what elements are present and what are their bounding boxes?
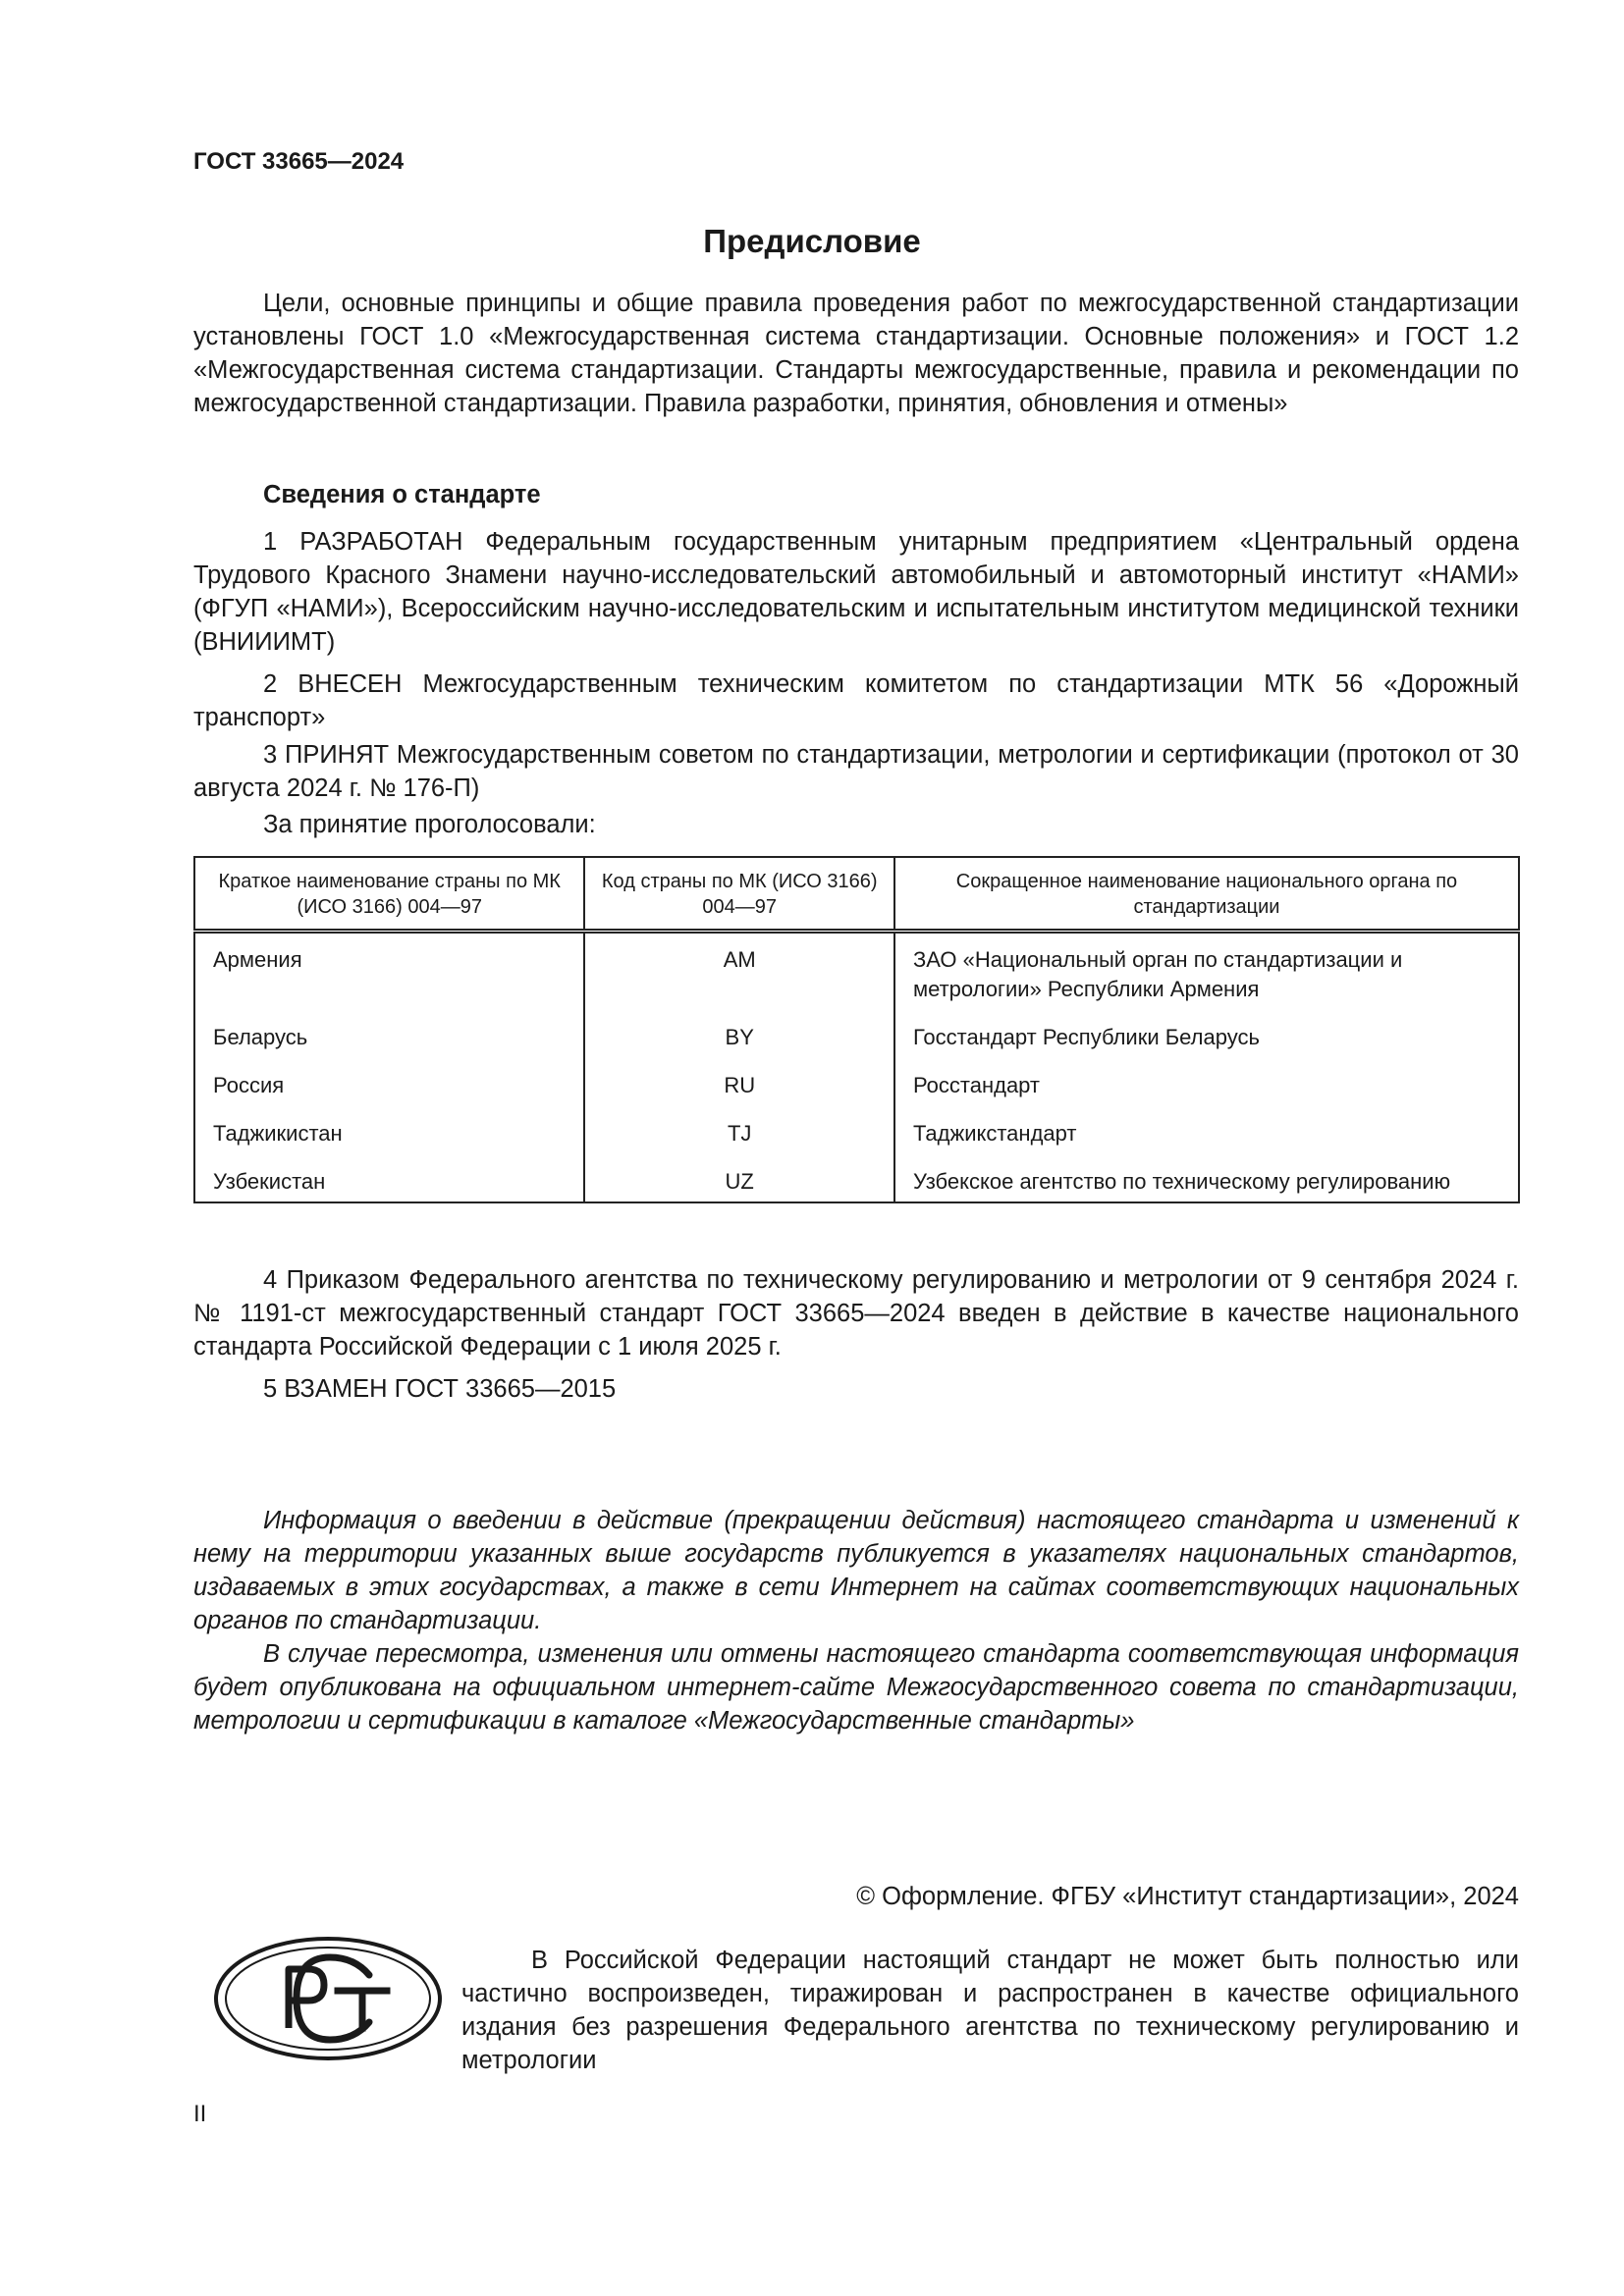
item-1-developed: 1 РАЗРАБОТАН Федеральным государственным унитарным предприятием «Центральный ордена Трудового Красного Знамени научно-исследовательский автомобильный и автомоторный институт «НАМИ» (ФГУП «НАМИ»), Всероссийским научно-исследовательским и испытательным институтом медицинской техники (ВНИИИМТ)	[193, 528, 1519, 656]
table-row	[194, 1158, 1519, 1202]
country-cell: Узбекистан	[213, 1169, 326, 1194]
column-header-body: Сокращенное наименование национального органа по стандартизации	[894, 857, 1519, 932]
vote-intro: За принятие проголосовали:	[263, 811, 596, 838]
country-cell: Армения	[213, 947, 302, 972]
code-cell: AM	[584, 932, 893, 1015]
notice-paragraph-1: Информация о введении в действие (прекращении действия) настоящего стандарта и изменений к нему на территории указанных выше государств публикуется в указателях национальных стандартов, издаваемых в этих государствах, а также в сети Интернет на сайтах соответствующих национальных органов по стандартизации.	[193, 1507, 1519, 1634]
voting-table	[193, 856, 1520, 1203]
copyright-line: © Оформление. ФГБУ «Институт стандартизации», 2024	[856, 1883, 1519, 1910]
body-cell: Узбекское агентство по техническому регулированию	[894, 1158, 1519, 1202]
intro-paragraph: Цели, основные принципы и общие правила проведения работ по межгосударственной стандартизации установлены ГОСТ 1.0 «Межгосударственная система стандартизации. Основные положения» и ГОСТ 1.2 «Межгосударственная система стандартизации. Стандарты межгосударственные, правила и рекомендации по межгосударственной стандартизации. Правила разработки, принятия, обновления и отмены»	[193, 290, 1519, 417]
page-title: Предисловие	[703, 223, 921, 259]
code-cell: BY	[584, 1014, 893, 1062]
item-4-order: 4 Приказом Федерального агентства по техническому регулированию и метрологии от 9 сентября 2024 г. № 1191-ст межгосударственный стандарт ГОСТ 33665—2024 введен в действие в качестве национального стандарта Российской Федерации с 1 июля 2025 г.	[193, 1266, 1519, 1361]
item-3-adopted: 3 ПРИНЯТ Межгосударственным советом по стандартизации, метрологии и сертификации (протокол от 30 августа 2024 г. № 176-П)	[193, 741, 1519, 802]
country-cell: Беларусь	[213, 1025, 308, 1049]
rst-logo-icon	[212, 1934, 444, 2063]
table-header-row	[194, 857, 1519, 932]
body-cell: ЗАО «Национальный орган по стандартизации и метрологии» Республики Армения	[894, 932, 1519, 1015]
item-5-replaces: 5 ВЗАМЕН ГОСТ 33665—2015	[263, 1375, 617, 1403]
item-2-introduced: 2 ВНЕСЕН Межгосударственным техническим комитетом по стандартизации МТК 56 «Дорожный транспорт»	[193, 670, 1519, 731]
body-cell: Госстандарт Республики Беларусь	[894, 1014, 1519, 1062]
code-cell: RU	[584, 1062, 893, 1110]
document-header: ГОСТ 33665—2024	[193, 148, 405, 175]
table-row	[194, 932, 1519, 1015]
info-heading: Сведения о стандарте	[263, 481, 541, 508]
body-cell: Таджикстандарт	[894, 1110, 1519, 1158]
code-cell: UZ	[584, 1158, 893, 1202]
column-header-code: Код страны по МК (ИСО 3166) 004—97	[584, 857, 893, 932]
table-row	[194, 1110, 1519, 1158]
code-cell: TJ	[584, 1110, 893, 1158]
table-row	[194, 1062, 1519, 1110]
body-cell: Росстандарт	[894, 1062, 1519, 1110]
column-header-country: Краткое наименование страны по МК (ИСО 3166) 004—97	[218, 871, 561, 918]
rst-logo	[212, 1934, 444, 2063]
country-cell: Таджикистан	[213, 1121, 343, 1146]
page-number: II	[193, 2101, 207, 2127]
country-cell: Россия	[213, 1073, 285, 1097]
rights-notice: В Российской Федерации настоящий стандарт не может быть полностью или частично воспроизведен, тиражирован и распространен в качестве официального издания без разрешения Федерального агентства по техническому регулированию и метрологии	[461, 1947, 1519, 2074]
table-row	[194, 1014, 1519, 1062]
notice-paragraph-2: В случае пересмотра, изменения или отмены настоящего стандарта соответствующая информация будет опубликована на официальном интернет-сайте Межгосударственного совета по стандартизации, метрологии и сертификации в каталоге «Межгосударственные стандарты»	[193, 1640, 1519, 1735]
